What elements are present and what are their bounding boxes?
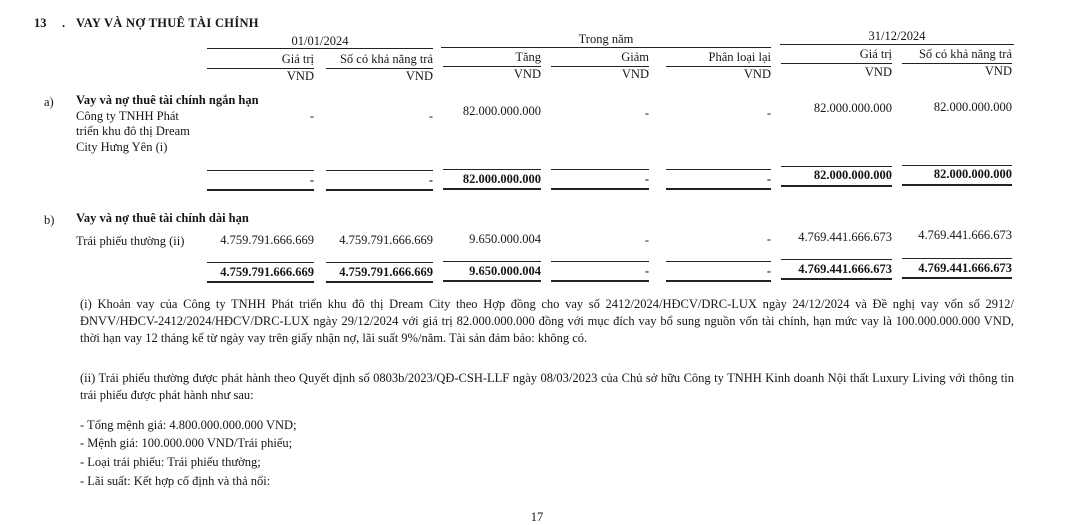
note-ii-bullet: - Tổng mệnh giá: 4.800.000.000.000 VND; (80, 418, 297, 432)
part-b-total: 4.759.791.666.669 (220, 265, 314, 279)
unit-7: VND (984, 64, 1012, 78)
part-b-letter: b) (44, 213, 55, 227)
total-rule (666, 169, 771, 170)
part-a-total: 82.000.000.000 (462, 172, 541, 186)
page-number: 17 (530, 510, 544, 524)
part-a-letter: a) (44, 95, 54, 109)
part-a-value: 82.000.000.000 (933, 100, 1012, 114)
col-header-3: Tăng (515, 50, 541, 64)
total-double-rule (666, 280, 771, 282)
total-double-rule (443, 188, 541, 190)
total-double-rule (902, 184, 1012, 186)
total-rule (207, 262, 314, 263)
total-double-rule (326, 189, 433, 191)
col-header-6: Giá trị (859, 47, 892, 61)
total-double-rule (551, 280, 649, 282)
col-header-5: Phân loại lại (708, 50, 771, 64)
header-group-rule-2 (441, 47, 771, 48)
part-a-total: 82.000.000.000 (933, 167, 1012, 181)
unit-3: VND (513, 67, 541, 81)
total-double-rule (443, 280, 541, 282)
part-a-value: - (309, 109, 314, 123)
part-b-value: - (644, 233, 649, 247)
part-a-label-line1: Công ty TNHH Phát (76, 109, 179, 123)
part-b-total: - (766, 264, 771, 278)
total-rule (781, 166, 892, 167)
note-ii-bullet: - Lãi suất: Kết hợp cố định và thả nổi: (80, 474, 271, 488)
part-b-total: 9.650.000.004 (469, 264, 541, 278)
header-group-rule-1 (207, 48, 433, 49)
col-header-1: Giá trị (281, 52, 314, 66)
col-header-7: Số có khả năng trả (918, 47, 1012, 61)
total-rule (443, 169, 541, 170)
part-a-total: - (309, 173, 314, 187)
section-title: VAY VÀ NỢ THUÊ TÀI CHÍNH (76, 16, 259, 30)
unit-6: VND (864, 65, 892, 79)
note-ii-bullet: - Loại trái phiếu: Trái phiếu thường; (80, 455, 261, 469)
part-b-value: 4.769.441.666.673 (918, 228, 1012, 242)
total-double-rule (666, 188, 771, 190)
total-double-rule (781, 185, 892, 187)
section-bullet: . (62, 16, 66, 30)
part-b-value: 4.769.441.666.673 (798, 230, 892, 244)
unit-2: VND (405, 69, 433, 83)
total-double-rule (207, 281, 314, 283)
part-a-value: 82.000.000.000 (462, 104, 541, 118)
col-header-4: Giảm (621, 50, 649, 64)
total-rule (551, 261, 649, 262)
header-group-rule-3 (780, 44, 1014, 45)
total-double-rule (551, 188, 649, 190)
section-number: 13 (34, 16, 47, 30)
part-b-value: - (766, 232, 771, 246)
header-rule (781, 63, 892, 64)
part-b-total: 4.769.441.666.673 (918, 261, 1012, 275)
total-double-rule (902, 277, 1012, 279)
total-rule (666, 261, 771, 262)
total-rule (902, 165, 1012, 166)
part-b-title: Vay và nợ thuê tài chính dài hạn (76, 211, 249, 225)
total-double-rule (207, 189, 314, 191)
total-double-rule (781, 278, 892, 280)
part-b-label: Trái phiếu thường (ii) (76, 234, 185, 248)
unit-5: VND (743, 67, 771, 81)
part-b-total: 4.769.441.666.673 (798, 262, 892, 276)
total-rule (551, 169, 649, 170)
total-rule (902, 258, 1012, 259)
unit-1: VND (286, 69, 314, 83)
part-a-label-line3: City Hưng Yên (i) (76, 140, 168, 154)
part-a-label-line2: triển khu đô thị Dream (76, 124, 190, 138)
part-a-value: - (428, 109, 433, 123)
note-ii: (ii) Trái phiếu thường được phát hành theo Quyết định số 0803b/2023/QĐ-CSH-LLF ngày 08/03/2023 của Chủ sở hữu Công ty TNHH Kinh doanh Nội thất Luxury Living với thông tin trái phiếu được phát hành như sau: (80, 371, 1014, 402)
part-a-value: - (766, 106, 771, 120)
part-a-total: 82.000.000.000 (813, 168, 892, 182)
total-rule (326, 170, 433, 171)
note-i: (i) Khoản vay của Công ty TNHH Phát triển khu đô thị Dream City theo Hợp đồng cho vay số 2412/2024/HĐCV/DRC-LUX ngày 24/12/2024 và Đề nghị vay vốn số 2912/ĐNVV/HĐCV-2412/2024/HĐCV/DRC-LUX ngày 29/12/2024 với giá trị 82.000.000.000 đồng với mục đích vay bổ sung nguồn vốn tài chính, hạn mức vay là 100.000.000.000 VND, thời hạn vay 12 tháng kể từ ngày vay trên giấy nhận nợ, lãi suất 9%/năm. Tài sản đảm bảo: không có. (80, 297, 1014, 345)
part-b-value: 4.759.791.666.669 (220, 233, 314, 247)
total-rule (781, 259, 892, 260)
part-a-value: - (644, 106, 649, 120)
total-rule (443, 261, 541, 262)
part-a-total: - (644, 172, 649, 186)
part-a-total: - (766, 172, 771, 186)
part-a-total: - (428, 173, 433, 187)
part-b-value: 9.650.000.004 (469, 232, 541, 246)
part-a-value: 82.000.000.000 (813, 101, 892, 115)
total-double-rule (326, 281, 433, 283)
part-a-title: Vay và nợ thuê tài chính ngắn hạn (76, 93, 259, 107)
note-ii-bullet: - Mệnh giá: 100.000.000 VND/Trái phiếu; (80, 436, 293, 450)
part-b-total: 4.759.791.666.669 (339, 265, 433, 279)
part-b-total: - (644, 264, 649, 278)
header-group-closing: 31/12/2024 (868, 29, 926, 43)
header-group-year: Trong năm (578, 32, 634, 46)
col-header-2: Số có khả năng trả (339, 52, 433, 66)
total-rule (326, 262, 433, 263)
total-rule (207, 170, 314, 171)
unit-4: VND (621, 67, 649, 81)
header-group-opening: 01/01/2024 (291, 34, 349, 48)
part-b-value: 4.759.791.666.669 (339, 233, 433, 247)
